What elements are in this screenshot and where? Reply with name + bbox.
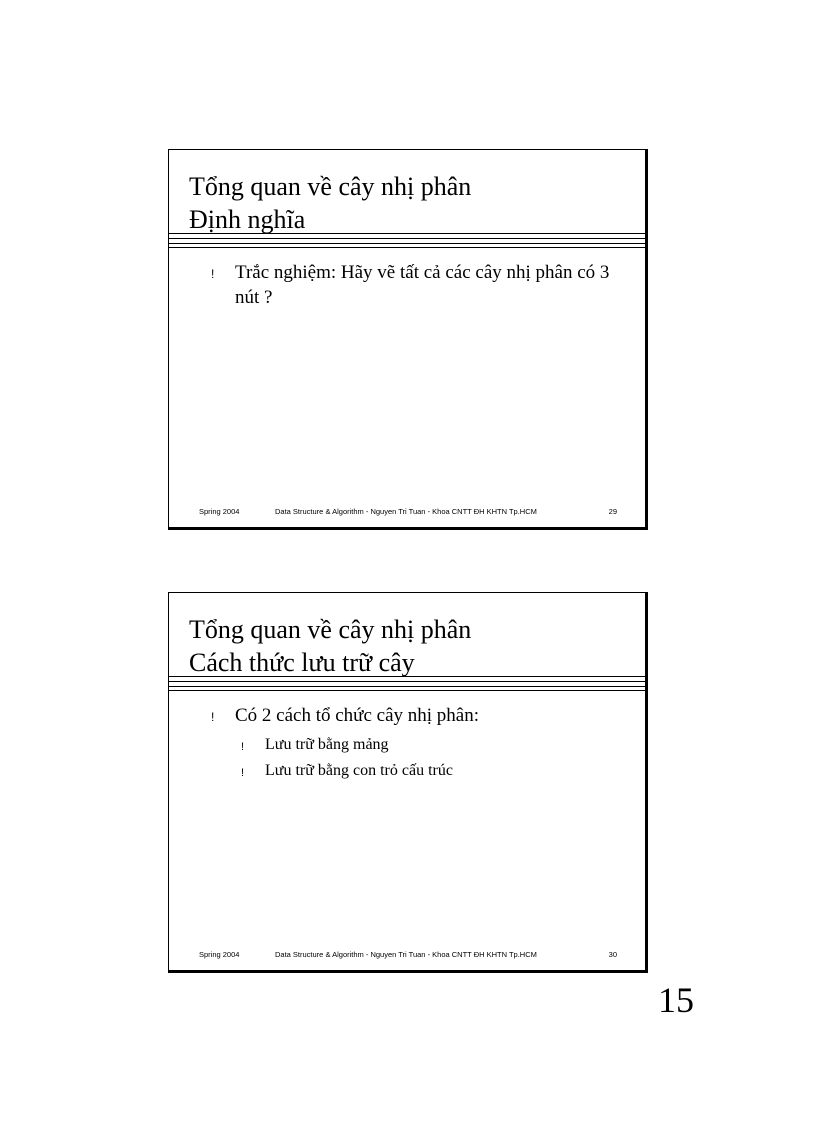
bullet-list: [205, 260, 625, 314]
list-item: [205, 703, 625, 728]
sub-bullet-icon: !: [241, 741, 245, 753]
sub-bullet-text: Lưu trữ bằng mảng: [265, 736, 389, 753]
bullet-list: [205, 703, 625, 784]
title-divider: [169, 676, 645, 677]
title-divider: [169, 233, 645, 234]
sub-list-item: [205, 758, 625, 784]
title-divider: [169, 247, 645, 248]
footer-slide-number: 30: [608, 950, 617, 959]
bullet-icon: !: [211, 710, 215, 724]
footer-date: Spring 2004: [199, 507, 240, 516]
footer-slide-number: 29: [608, 507, 617, 516]
slide-29: [168, 149, 648, 530]
slide-title-line1: Tổng quan về cây nhị phân: [189, 615, 472, 644]
slide-title-line2: Cách thức lưu trữ cây: [189, 648, 415, 677]
slide-title: [189, 613, 471, 679]
title-divider: [169, 243, 645, 244]
footer-course: Data Structure & Algorithm - Nguyen Tri Tuan - Khoa CNTT ĐH KHTN Tp.HCM: [275, 507, 537, 516]
bullet-icon: !: [211, 267, 215, 281]
slide-title-line2: Định nghĩa: [189, 205, 306, 234]
footer-date: Spring 2004: [199, 950, 240, 959]
page-number: 15: [658, 980, 694, 1020]
title-divider: [169, 238, 645, 239]
sub-list-item: [205, 732, 625, 758]
slide-title-line1: Tổng quan về cây nhị phân: [189, 172, 472, 201]
title-divider: [169, 681, 645, 682]
footer-course: Data Structure & Algorithm - Nguyen Tri Tuan - Khoa CNTT ĐH KHTN Tp.HCM: [275, 950, 537, 959]
slide-30: [168, 592, 648, 973]
sub-bullet-icon: !: [241, 767, 245, 779]
title-divider: [169, 686, 645, 687]
slide-title: [189, 170, 471, 236]
slide-footer: [169, 505, 645, 519]
slide-footer: [169, 948, 645, 962]
bullet-text: Trắc nghiệm: Hãy vẽ tất cả các cây nhị phân có 3 nút ?: [235, 262, 610, 308]
sub-bullet-text: Lưu trữ bằng con trỏ cấu trúc: [265, 762, 453, 779]
title-divider: [169, 690, 645, 691]
bullet-text: Có 2 cách tổ chức cây nhị phân:: [235, 705, 480, 726]
list-item: [205, 260, 625, 310]
